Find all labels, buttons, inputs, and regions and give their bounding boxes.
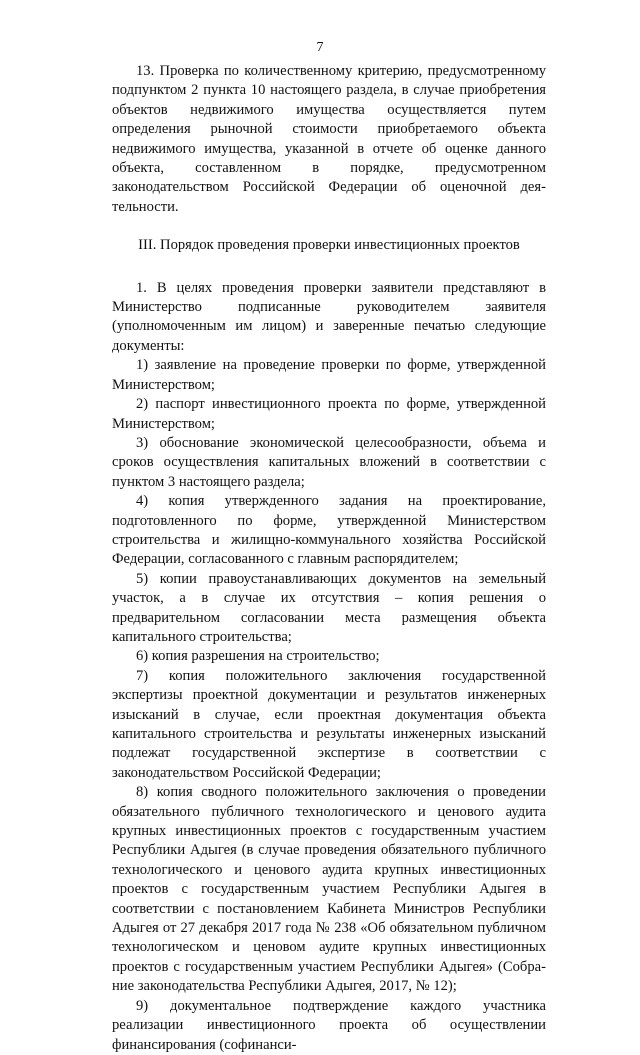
list-item-7: 7) копия положительного заключения государственной экспертизы проектной документации и результатов инженерных изысканий в случае, если проектная документация объекта капитального строительства и результаты инженерных изысканий подлежат государственной экспертизе в соответствии с законодательством Российской Федерации;: [112, 667, 546, 781]
document-body: [112, 62, 546, 1055]
paragraph-13: 13. Проверка по количественному критерию, предусмотренному подпунктом 2 пункта 10 настоящего раздела, в случае приобретения объектов недвижимого имущества осуществляется путем определения рыночной стоимости приобретаемого объекта недвижимого имущества, указанной в отчете об оценке данного объекта, составленном в порядке, предусмотренном законодательством Российской Федерации об оценочной деятельности.: [112, 63, 546, 215]
page-number: 7: [316, 40, 324, 55]
list-item-1: 1) заявление на проведение проверки по форме, утвержденной Министерством;: [112, 357, 546, 393]
list-item-8: 8) копия сводного положительного заключения о проведении обязательного публичного технологического и ценового аудита крупных инвестиционных проектов с государственным участием Республики Адыгея (в случае проведения обязательного публичного технологического и ценового аудита крупных инвестиционных проектов с государственным участием Республики Адыгея в соответствии с постановлением Кабинета Министров Республики Адыгея от 27 декабря 2017 года № 238 «Об обязательном публичном технологическом и ценовом аудите крупных инвестиционных проектов с государственным участием Республики Адыгея» (Собрание законодательства Республики Адыгея, 2017, № 12);: [112, 784, 546, 995]
paragraph-1: 1. В целях проведения проверки заявители представляют в Министерство подписанные руководителем заявителя (уполномоченным им лицом) и заверенные печатью следующие документы:: [112, 279, 546, 354]
list-item-9: 9) документальное подтверждение каждого участника реализации инвестиционного проекта об осуществлении финансирования (софинанси-: [112, 997, 546, 1053]
section-heading: III. Порядок проведения проверки инвестиционных проектов: [138, 237, 520, 254]
list-item-3: 3) обоснование экономической целесообразности, объема и сроков осуществления капитальных вложений в соответствии с пунктом 3 настоящего раздела;: [112, 434, 546, 490]
list-item-6: 6) копия разрешения на строительство;: [136, 648, 380, 665]
list-item-5: 5) копии правоустанавливающих документов на земельный участок, а в случае их отсутствия – копия решения о предварительном согласовании места размещения объекта капитального строительства;: [112, 570, 546, 645]
list-item-4: 4) копия утвержденного задания на проектирование, подготовленного по форме, утвержденной Министерством строительства и жилищно-коммунального хозяйства Российской Федерации, согласованного с главным распорядителем;: [112, 493, 546, 568]
list-item-2: 2) паспорт инвестиционного проекта по форме, утвержденной Министерством;: [112, 396, 546, 432]
